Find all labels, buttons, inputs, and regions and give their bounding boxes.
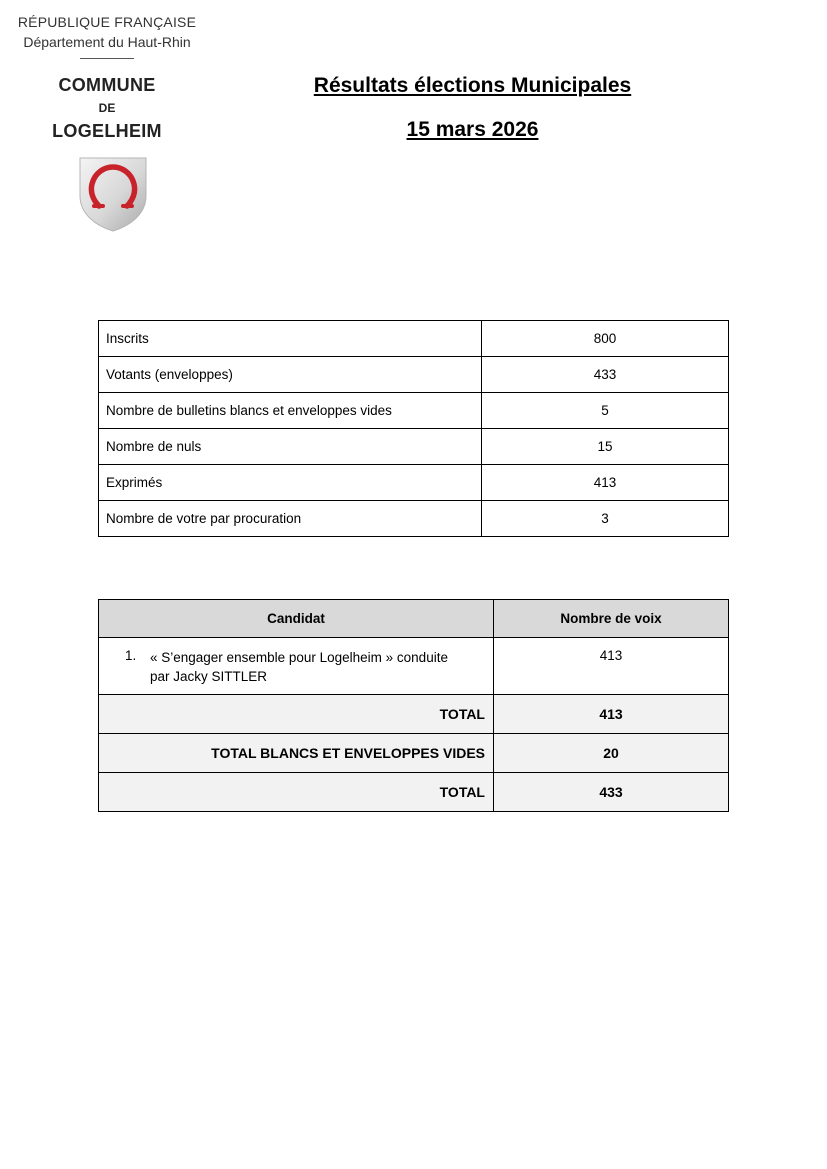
grand-total-label: TOTAL — [99, 773, 494, 812]
commune-name — [47, 74, 167, 142]
grand-total-row — [99, 773, 729, 812]
stat-label: Exprimés — [99, 465, 482, 501]
total-label: TOTAL — [99, 695, 494, 734]
republic-label: RÉPUBLIQUE FRANÇAISE — [17, 14, 197, 30]
stat-value: 5 — [482, 393, 729, 429]
stat-label: Nombre de votre par procuration — [99, 501, 482, 537]
table-row — [99, 429, 729, 465]
republic-header — [12, 12, 202, 59]
stat-label: Nombre de nuls — [99, 429, 482, 465]
election-date: 15 mars 2026 — [406, 118, 539, 141]
statistics-table — [98, 320, 729, 537]
grand-total-value: 433 — [494, 773, 729, 812]
title-block — [300, 72, 645, 144]
stat-label: Votants (enveloppes) — [99, 357, 482, 393]
table-row — [99, 501, 729, 537]
commune-line-2: DE — [98, 101, 116, 115]
candidate-name — [150, 648, 448, 686]
page-title: Résultats élections Municipales — [313, 74, 632, 97]
department-label: Département du Haut-Rhin — [23, 34, 191, 50]
blank-total-label: TOTAL BLANCS ET ENVELOPPES VIDES — [99, 734, 494, 773]
candidate-cell — [99, 638, 494, 695]
stat-label: Inscrits — [99, 321, 482, 357]
table-row — [99, 393, 729, 429]
stat-value: 413 — [482, 465, 729, 501]
table-row — [99, 321, 729, 357]
stat-value: 3 — [482, 501, 729, 537]
total-value: 413 — [494, 695, 729, 734]
horseshoe-crest-icon — [78, 156, 148, 232]
table-row — [99, 357, 729, 393]
stat-value: 433 — [482, 357, 729, 393]
commune-line-1: COMMUNE — [58, 75, 156, 95]
results-table — [98, 599, 729, 812]
blank-total-value: 20 — [494, 734, 729, 773]
results-header-row — [99, 600, 729, 638]
commune-line-3: LOGELHEIM — [52, 121, 162, 141]
column-header-votes: Nombre de voix — [494, 600, 729, 638]
total-row — [99, 695, 729, 734]
candidate-name-line-1: « S’engager ensemble pour Logelheim » conduite — [150, 650, 448, 665]
blank-total-row — [99, 734, 729, 773]
candidate-votes: 413 — [494, 638, 729, 695]
header-divider — [80, 58, 134, 59]
candidate-row — [99, 638, 729, 695]
stat-value: 800 — [482, 321, 729, 357]
stat-label: Nombre de bulletins blancs et enveloppes vides — [99, 393, 482, 429]
table-row — [99, 465, 729, 501]
stat-value: 15 — [482, 429, 729, 465]
candidate-name-line-2: par Jacky SITTLER — [150, 669, 268, 684]
candidate-number: 1. — [125, 648, 137, 663]
column-header-candidate: Candidat — [99, 600, 494, 638]
